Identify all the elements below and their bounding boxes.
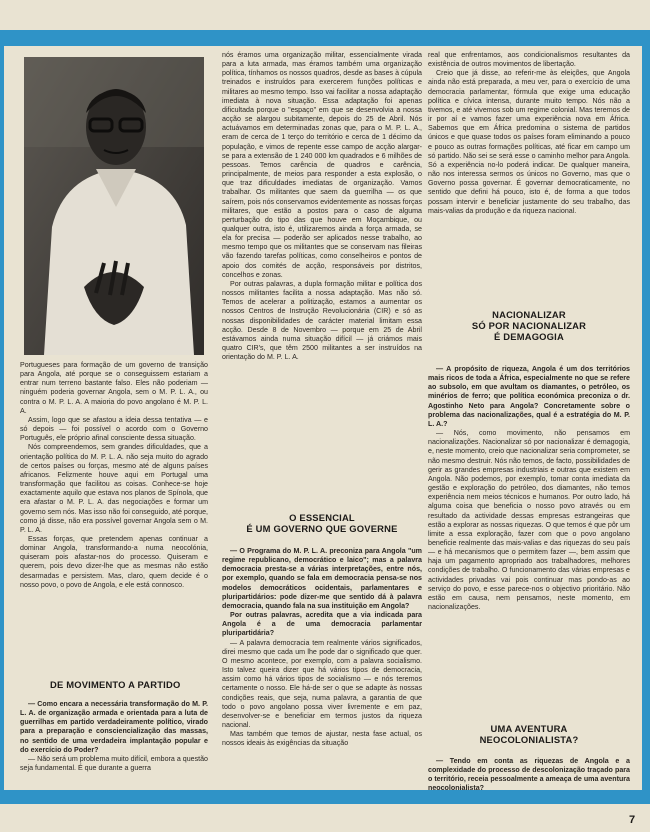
paragraph: Assim, logo que se afastou a ideia dessa tentativa — e só depois — foi possível o acordo com o Governo Português, ele próprio afinal consciente dessa situação. [20, 415, 208, 443]
column-2-interview [222, 547, 422, 788]
paragraph: Por outras palavras, a dupla formação militar e política dos nossos militantes facilita a nossa adaptação. Mas não só. Temos de acelerar a politização, estamos a aumentar os nossos Centros de Instrução Revolucionária (CIR) e só as nossas disponibilidades de carácter material limitam essa acção. Desde 8 de Novembro — porque em 25 de Abril estávamos ainda numa situação difícil — já criámos mais quatro CIR's, que têm 2500 militantes a ser instruídos na orientação do M. P. L. A. [222, 279, 422, 362]
interview-answer: — Não será um problema muito difícil, embora a questão seja fundamental. É que durante a guerra [20, 754, 208, 773]
paragraph: nós éramos uma organização militar, essencialmente virada para a luta armada, mas éramos também uma organização política, tínhamos os nossos quadros, desde as bases à cúpula treinados e instruídos para exercerem funções políticas e militares ao mesmo tempo. Isso vai facilitar a nossa adaptação imediata à nova situação. Essa adaptação foi apenas dificultada porque o "espaço" em que se desenvolvia a nossa acção se alargou subitamente, depois do 25 de Abril. Nós actuávamos em determinadas zonas que, para o M. P. L. A., eram de cerca de 1 terço do território e cerca de 1 décimo da população, e vimos de repente esse campo de acção alargar-se para a extensão de 1 240 000 km quadrados e 6 milhões de pessoas. Temos carência de quadros e carência, principalmente, de meios para responder a esta explosão, o que traz dificuldades imediatas de organização. Vamos trabalhar. Os militantes que saem da guerrilha — os que saírem, pois nós conservamos evidentemente as nossas forças militares, que estão a postos para o caso de alguma perturbação do tipo das que houve em Moçambique, ou qualquer outra, isto é, utilizaremos ainda a força armada, se ela for precisa — poderão ser aplicados nesse trabalho, ao mesmo tempo que os militantes que se conservam nas fileiras vão fazendo tarefas políticas, como conselheiros e pontos de apoio dos comités de acção, responsáveis por distritos, concelhos e zonas. [222, 51, 422, 279]
heading-line: O ESSENCIAL [289, 512, 355, 523]
heading-line: NEOCOLONIALISTA? [479, 734, 579, 745]
interview-answer: — Nós, como movimento, não pensamos em nacionalizações. Nacionalizar só por nacionalizar é demagogia, e, neste momento, creio que nacionalizar seria comprometer, se não mesmo destruir. Nós não temos, de facto, possibilidades de gerir as grandes empresas industriais e outras que existem em Angola. Não podemos, por exemplo, tomar conta imediata da gestão e exploração do petróleo, dos diamantes, não temos experiência nem meios técnicos e humanos. Por outro lado, há alguma coisa que beneficia o nosso povo através ou em resultado da actividade dessas empresas estrangeiras que estão a explorar as nossas riquezas. O que temos é que pôr um limite a essa exploração, fazer com que o povo angolano beneficie realmente das mais-valias e das riquezas do seu país — e há mecanismos que o permitem fazer —, bem assim que haja um pagamento apropriado aos trabalhadores, melhores condições de trabalho. O funcionamento das várias empresas e actividades privadas vai pois continuar mas pondo-as ao serviço do povo, e esse parece-nos o objectivo prioritário. Não estão em causa, nem pensamos, neste momento, em nacionalizações. [428, 429, 630, 612]
interview-question: — A propósito de riqueza, Angola é um dos territórios mais ricos de toda a África, especialmente no que se refere ao subsolo, em que avultam os diamantes, o petróleo, os minérios de ferro; que política económica preconiza o dr. Agostinho Neto para Angola? Concretamente sobre o problema das nacionalizações, qual é a estratégia do M. P. L. A.? [428, 365, 630, 428]
heading-line: SÓ POR NACIONALIZAR [471, 320, 587, 331]
interview-question: — Como encara a necessária transformação do M. P. L. A. de organização armada e orientada para a luta de guerrilhas em partido verdadeiramente político, virado para a preparação e consciencialização das massas, no sentido de uma verdadeira implantação popular e do exercício do Poder? [20, 700, 208, 754]
portrait-photo [24, 57, 204, 355]
page-number: 7 [629, 814, 636, 826]
heading-line: É UM GOVERNO QUE GOVERNE [246, 523, 398, 534]
paragraph: Nós compreendemos, sem grandes dificuldades, que a orientação política do M. P. L. A. não seja muito do agrado de certos países ou forças, mesmo até de alguns países africanos. Felizmente houve aqui em Portugal uma transformação que facilitou as coisas. Conhece-se hoje exactamente aquilo que estava nos planos de Spínola, que era afastar o M. P. L. A. das negociações e formar um governo sem nós. Mas isso não foi conseguido, até porque, como já disse, não era possível governar Angola sem o M. P. L. A. [20, 443, 208, 534]
interview-question: Por outras palavras, acredita que a via indicada para Angola é a de uma democracia parlamentar pluripartidária? [222, 611, 422, 638]
top-border [0, 30, 650, 46]
paragraph: real que enfrentamos, aos condicionalismos resultantes da existência de outros movimentos de libertação. [428, 51, 630, 69]
column-1-interview [20, 700, 208, 788]
paragraph: Creio que já disse, ao referir-me às eleições, que Angola ainda não está preparada, a meu ver, para o exercício de uma democracia parlamentar, fórmula que exige uma educação política e cívica intensa, durante muito tempo. Nós não a tivemos, e até vivemos sob um regime colonial. Mas teremos de ir por aí e vamos fazer uma experiência nova em África. Sabemos que em África predomina o sistema de partidos únicos e que quase todos os países foram eliminando a pouco e pouco as outras formações políticas, até ficar em campo um só partido. Não sei se será esse o caminho melhor para Angola. Só a experiência no-lo poderá indicar. De qualquer maneira, não nos interessa sermos os únicos no Governo, mas que o Governo possa governar. É governar democraticamente, no sentido que defini há pouco, isto é, de forma a que todos possam intervir e beneficiar justamente do seu trabalho, das mais-valias da produção e da riqueza nacional. [428, 69, 630, 215]
paragraph: Essas forças, que pretendem apenas continuar a dominar Angola, transformando-a numa neocolónia, quiseram pois afastar-nos do processo. Quiseram e querem, pois devo dizer-lhe que as mesmas não estão desarmadas e persistem. Mas, claro, quem decide é o nosso povo, o povo de Angola, e ele está connosco. [20, 534, 208, 589]
portrait-icon [24, 57, 204, 355]
column-3-final-question [428, 757, 630, 793]
heading-line: NACIONALIZAR [492, 309, 566, 320]
section-heading [222, 512, 422, 534]
column-2-text [222, 51, 422, 506]
paragraph: Portugueses para formação de um governo de transição para Angola, até porque se o conseguissem estariam a entrar num terreno bastante falso. Eles não poderiam — ninguém poderia governar Angola, sem o M. P. L. A., ou contra o M. P. L. A. A maioria do povo angolano é M. P. L. A. [20, 361, 208, 415]
interview-answer: Mas também que temos de ajustar, nesta fase actual, os nossos ideais às exigências da situação [222, 730, 422, 748]
interview-question: — Tendo em conta as riquezas de Angola e a complexidade do processo de descolonização traçado para o território, receia pessoalmente a ameaça de uma aventura neocolonialista? [428, 757, 630, 793]
heading-line: UMA AVENTURA [490, 723, 568, 734]
column-3-interview [428, 365, 630, 733]
left-border [0, 30, 4, 804]
interview-answer: — A palavra democracia tem realmente vários significados, direi mesmo que cada um lhe pode dar o significado que quer. O mesmo acontece, por exemplo, com a palavra socialismo. Isto talvez queira dizer que há vários tipos de democracia, assim como há vários tipos de socialismo — e nós teremos certamente o nosso. Ele há-de ser o que se adapte às nossas condições reais, que seja, numa palavra, a garantia de que todo o povo angolano possa viver livremente e em paz, desenvolver-se e beneficiar em termos justos da riqueza nacional. [222, 638, 422, 729]
right-border [642, 30, 650, 804]
section-heading [428, 723, 630, 745]
section-heading [428, 309, 630, 342]
interview-question: — O Programa do M. P. L. A. preconiza para Angola "um regime republicano, democrático e laico"; mas a palavra democracia presta-se a várias interpretações, entre nós, por exemplo, quando se fala em democracia pensa-se nos modelos democráticos ocidentais, parlamentares e pluripartidários: pode dizer-me que sentido dá à palavra democracia, quando fala na sua instituição em Angola? [222, 547, 422, 610]
heading-line: É DEMAGOGIA [494, 331, 564, 342]
column-1-text [20, 361, 208, 673]
section-heading: DE MOVIMENTO A PARTIDO [50, 679, 181, 690]
column-3-text [428, 51, 630, 304]
